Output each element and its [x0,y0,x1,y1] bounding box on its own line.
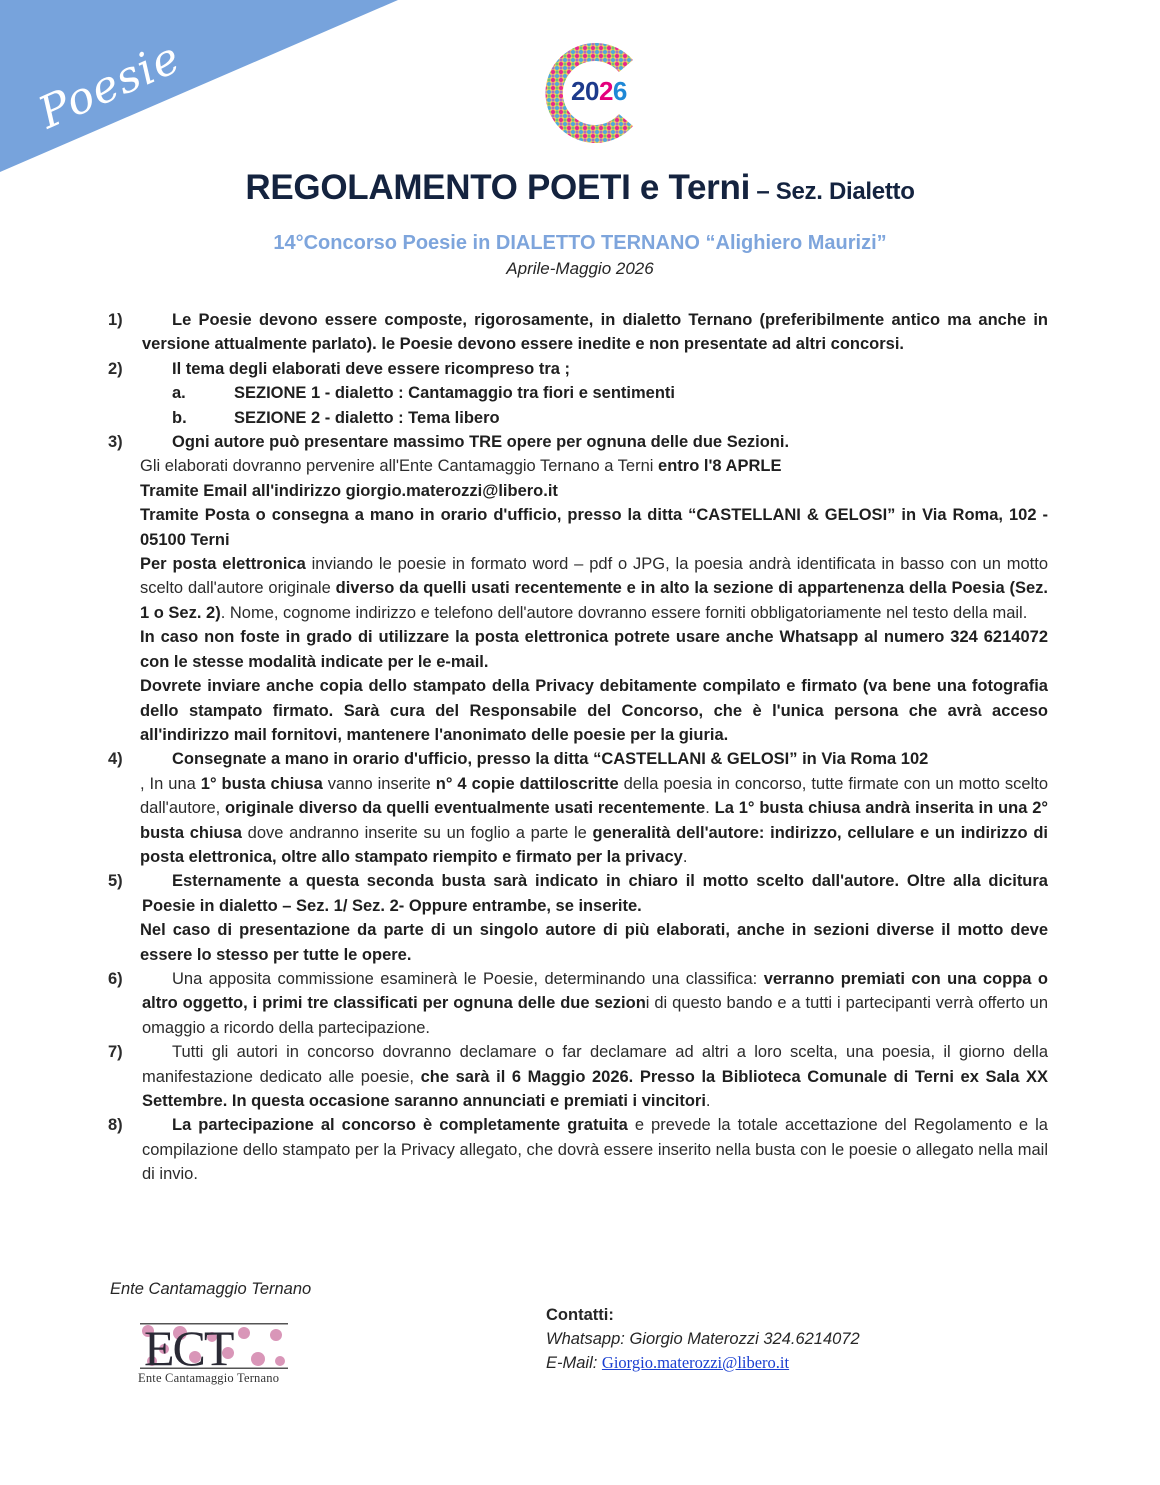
page-title [0,168,1160,208]
rule-number: 2) [108,359,123,378]
rule-4-body: , In una 1° busta chiusa vanno inserite n° 4 copie dattiloscritte della poesia in concorso, tutte firmate con un motto scelto dall'autore, originale diverso da quelli eventualmente usati recentemente. La 1° busta chiusa andrà inserita in una 2° busta chiusa dove andranno inserite su un foglio a parte le generalità dell'autore: indirizzo, cellulare e un indirizzo di posta elettronica, oltre allo stampato riempito e firmato per la privacy. [140,774,1048,866]
rules-list [108,308,1048,1187]
rule-3-post: Tramite Posta o consegna a mano in orario d'ufficio, presso la ditta “CASTELLANI & GELOSI” in Via Roma, 102 - 05100 Terni [140,506,1048,549]
ect-letters-text: ECT [144,1323,233,1369]
rule-3 [108,430,1048,454]
rule-3-deadline: Gli elaborati dovranno pervenire all'Ente Cantamaggio Ternano a Terni entro l'8 APRLE [140,457,782,476]
rule-number: 8) [108,1116,123,1135]
poesie-corner-banner [0,0,400,175]
cantamaggio-2026-logo [535,38,647,148]
logo-digit: 2 [571,76,585,106]
section-item-a [108,381,1048,405]
email-link[interactable]: Giorgio.materozzi@libero.it [601,1353,790,1372]
logo-digit: 0 [584,76,599,106]
email-label: E-Mail: [546,1354,602,1372]
logo-digit: 6 [612,76,627,106]
contacts-whatsapp: Whatsapp: Giorgio Materozzi 324.6214072 [546,1330,860,1348]
rule-2 [108,357,1048,381]
rule-5: 5) Esternamente a questa seconda busta sarà indicato in chiaro il motto scelto dall'autore. Oltre alla dicitura Poesie in dialetto – Sez. 1/ Sez. 2- Oppure entrambe, se inserite. [108,869,1048,918]
rule-number: 4) [108,750,123,769]
rule-number: 7) [108,1043,123,1062]
rule-text: Il tema degli elaborati deve essere ricompreso tra ; [172,359,570,378]
deadline: entro l'8 APRLE [658,457,782,476]
rule-4: 4) Consegnate a mano in orario d'ufficio, presso la ditta “CASTELLANI & GELOSI” in Via Roma 102 [108,747,1048,771]
contacts-block [546,1303,860,1375]
rule-6: 6) Una apposita commissione esaminerà le Poesie, determinando una classifica: verranno premiati con una coppa o altro oggetto, i primi tre classificati per ognuna delle due sezioni di questo bando e a tutti i partecipanti verrà offerto un omaggio a ricordo della partecipazione. [108,967,1048,1040]
rule-3-whatsapp: In caso non foste in grado di utilizzare la posta elettronica potrete usare anche Whatsapp al numero 324 6214072 con le stesse modalità indicate per le e-mail. [140,628,1048,671]
title-sub: – Sez. Dialetto [750,178,915,205]
ect-name: Ente Cantamaggio Ternano [138,1371,280,1385]
logo-year [571,76,627,107]
rule-3-privacy: Dovrete inviare anche copia dello stampato della Privacy debitamente compilato e firmato (va bene una fotografia dello stampato firmato. Sarà cura del Responsabile del Concorso, che è l'unica persona che avrà acceso all'indirizzo mail fornitovi, mantenere l'anonimato delle poesie per la giuria. [140,677,1048,744]
section-item-b [108,406,1048,430]
contacts-heading: Contatti: [546,1306,614,1324]
contest-subtitle: 14°Concorso Poesie in DIALETTO TERNANO “Alighiero Maurizi” [273,232,887,254]
rule-number: 6) [108,969,123,988]
ect-monogram-icon [140,1323,288,1369]
logo-digit: 2 [598,76,613,106]
rule-number: 1) [108,311,123,329]
rule-text: Ogni autore può presentare massimo TRE opere per ognuna delle due Sezioni. [172,433,790,452]
section-letter: a. [172,384,186,403]
section-text: SEZIONE 1 - dialetto : Cantamaggio tra fiori e sentimenti [234,384,675,403]
rule-number: 3) [108,433,123,452]
contacts-email-row [546,1351,860,1375]
contest-dates: Aprile-Maggio 2026 [506,259,654,278]
signature: Ente Cantamaggio Ternano [110,1280,312,1298]
ect-logo [135,1320,300,1390]
rule-8: 8) La partecipazione al concorso è completamente gratuita e prevede la totale accettazione del Regolamento e la compilazione dello stampato per la Privacy allegato, che dovrà essere inserito nella busta con le poesie o allegato nella mail di invio. [108,1113,1048,1186]
rule-number: 5) [108,872,123,891]
section-text: SEZIONE 2 - dialetto : Tema libero [234,408,500,427]
title-main: REGOLAMENTO POETI e Terni [245,168,750,207]
rule-3-electronic: Per posta elettronica inviando le poesie in formato word – pdf o JPG, la poesia andrà identificata in basso con un motto scelto dall'autore originale diverso da quelli usati recentemente e in alto la sezione di appartenenza della Poesia (Sez. 1 o Sez. 2). Nome, cognome indirizzo e telefono dell'autore dovranno essere forniti obbligatoriamente nel testo della mail. [140,555,1048,622]
section-letter: b. [172,408,187,427]
banner-label: Poesie [31,31,189,140]
rule-5-motto: Nel caso di presentazione da parte di un singolo autore di più elaborati, anche in sezioni diverse il motto deve essere lo stesso per tutte le opere. [140,921,1048,964]
rule-7: 7) Tutti gli autori in concorso dovranno declamare o far declamare ad altri a loro scelta, una poesia, il giorno della manifestazione dedicato alle poesie, che sarà il 6 Maggio 2026. Presso la Biblioteca Comunale di Terni ex Sala XX Settembre. In questa occasione saranno annunciati e premiati i vincitori. [108,1040,1048,1113]
rule-1 [108,308,1048,357]
rule-3-email: Tramite Email all'indirizzo giorgio.materozzi@libero.it [140,481,558,500]
rule-text: Le Poesie devono essere composte, rigorosamente, in dialetto Ternano (preferibilmente antico ma anche in versione attualmente parlato). le Poesie devono essere inedite e non presentate ad altri concorsi. [142,311,1048,354]
